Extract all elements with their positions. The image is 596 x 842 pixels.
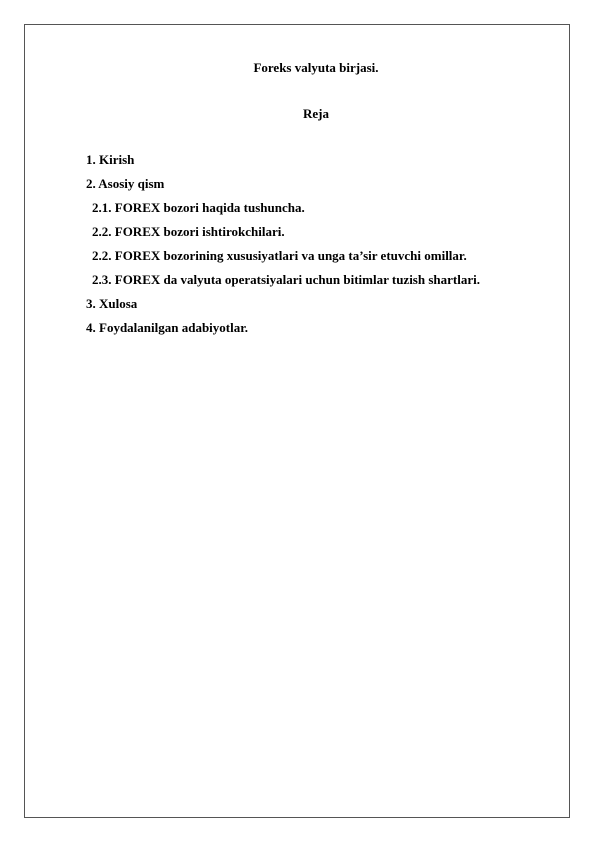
toc-item-2-2-features: 2.2. FOREX bozorining xususiyatlari va unga ta’sir etuvchi omillar. bbox=[92, 248, 467, 263]
toc-item-main-part: 2. Asosiy qism bbox=[86, 176, 165, 191]
toc-item-conclusion: 3. Xulosa bbox=[86, 296, 138, 311]
table-of-contents bbox=[86, 152, 480, 344]
page-border bbox=[24, 24, 570, 818]
toc-item-2-1: 2.1. FOREX bozori haqida tushuncha. bbox=[92, 200, 305, 215]
toc-item-references: 4. Foydalanilgan adabiyotlar. bbox=[86, 320, 249, 335]
document-title: Foreks valyuta birjasi. bbox=[253, 60, 379, 75]
plan-heading: Reja bbox=[303, 106, 329, 121]
toc-item-introduction: 1. Kirish bbox=[86, 152, 135, 167]
toc-item-2-3: 2.3. FOREX da valyuta operatsiyalari uchun bitimlar tuzish shartlari. bbox=[92, 272, 480, 287]
toc-item-2-2-participants: 2.2. FOREX bozori ishtirokchilari. bbox=[92, 224, 285, 239]
